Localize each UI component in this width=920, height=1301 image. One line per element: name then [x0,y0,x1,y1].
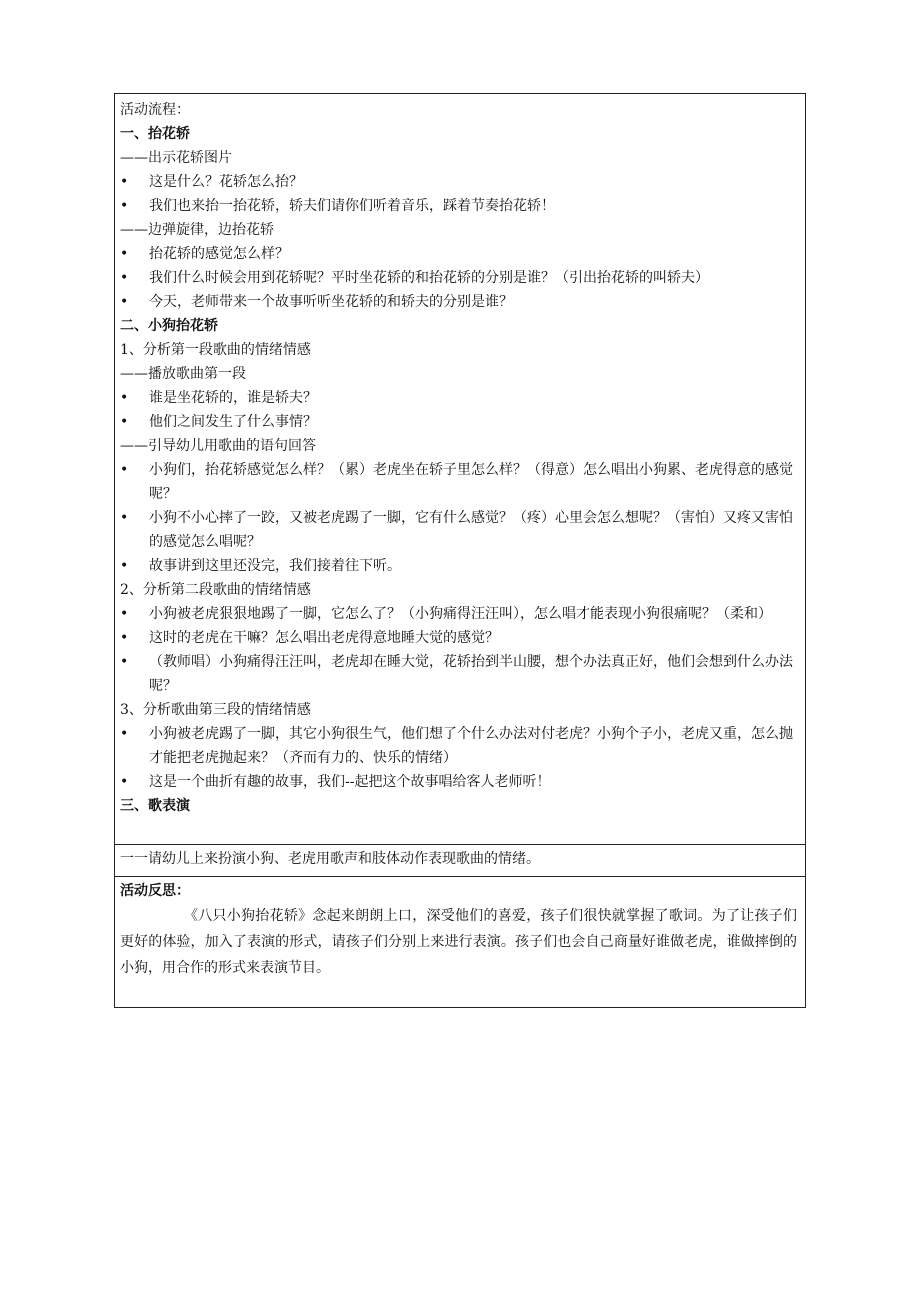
section-2-title: 二、小狗抬花轿 [120,318,218,334]
subsection-title: 1、分析第一段歌曲的情绪情感 [120,342,311,358]
bullet-icon: • [120,726,129,742]
bullet-item: • 小狗们，抬花轿感觉怎么样？（累）老虎坐在轿子里怎么样？（得意）怎么唱出小狗累、老虎得意的感觉呢？ [120,458,799,506]
bullet-icon: • [120,774,129,790]
bullet-icon: • [120,390,129,406]
step-text: ——边弹旋律，边抬花轿 [120,222,274,238]
bullet-item: • 这时的老虎在干嘛？怎么唱出老虎得意地睡大觉的感觉？ [120,626,799,650]
bullet-icon: • [120,510,129,526]
bullet-icon: • [120,414,129,430]
step-text: ——引导幼儿用歌曲的语句回答 [120,438,316,454]
activity-process-cell [115,94,805,845]
bullet-icon: • [120,270,129,286]
bullet-item: • 这是一个曲折有趣的故事，我们--起把这个故事唱给客人老师听！ [120,770,799,794]
bullet-icon: • [120,654,129,670]
performance-text: 一一请幼儿上来扮演小狗、老虎用歌声和肢体动作表现歌曲的情绪。 [120,851,540,867]
section-1-title: 一、抬花轿 [120,126,190,142]
reflection-text: 《八只小狗抬花轿》念起来朗朗上口，深受他们的喜爱，孩子们很快就掌握了歌词。为了让孩子们更好的体验，加入了表演的形式，请孩子们分别上来进行表演。孩子们也会自己商量好谁做老虎，谁做摔倒的小狗，用合作的形式来表演节目。 [120,908,797,976]
bullet-item: • 故事讲到这里还没完，我们接着往下听。 [120,554,799,578]
bullet-item: • 我们也来抬一抬花轿，轿夫们请你们听着音乐，踩着节奏抬花轿！ [120,194,799,218]
bullet-item: • 他们之间发生了什么事情？ [120,410,799,434]
section-3-title: 三、歌表演 [120,798,190,814]
process-title: 活动流程： [120,102,190,118]
bullet-icon: • [120,198,129,214]
bullet-item: • 今天，老师带来一个故事听听坐花轿的和轿夫的分别是谁？ [120,290,799,314]
bullet-item: • 小狗被老虎狠狠地踢了一脚，它怎么了？（小狗痛得汪汪叫），怎么唱才能表现小狗很痛呢？（柔和） [120,602,799,626]
step-text: ——播放歌曲第一段 [120,366,246,382]
subsection-title: 2、分析第二段歌曲的情绪情感 [120,582,311,598]
bullet-icon: • [120,174,129,190]
bullet-item: • 这是什么？花轿怎么抬？ [120,170,799,194]
lesson-plan-table [114,93,806,1008]
bullet-item: • 谁是坐花轿的，谁是轿夫？ [120,386,799,410]
bullet-item: • （教师唱）小狗痛得汪汪叫，老虎却在睡大觉，花轿抬到半山腰，想个办法真正好，他们会想到什么办法呢？ [120,650,799,698]
bullet-icon: • [120,558,129,574]
reflection-cell [115,877,805,1007]
reflection-title: 活动反思： [120,883,190,899]
bullet-icon: • [120,246,129,262]
bullet-icon: • [120,294,129,310]
bullet-item: • 抬花轿的感觉怎么样？ [120,242,799,266]
bullet-icon: • [120,606,129,622]
step-text: ——出示花轿图片 [120,150,232,166]
bullet-item: • 我们什么时候会用到花轿呢？平时坐花轿的和抬花轿的分别是谁？（引出抬花轿的叫轿夫） [120,266,799,290]
bullet-item: • 小狗被老虎踢了一脚，其它小狗很生气，他们想了个什么办法对付老虎？小狗个子小，老虎又重，怎么抛才能把老虎抛起来？（齐而有力的、快乐的情绪） [120,722,799,770]
song-performance-cell [115,845,805,877]
bullet-icon: • [120,630,129,646]
bullet-icon: • [120,462,129,478]
bullet-item: • 小狗不小心摔了一跤，又被老虎踢了一脚，它有什么感觉？（疼）心里会怎么想呢？（害怕）又疼又害怕的感觉怎么唱呢？ [120,506,799,554]
subsection-title: 3、分析歌曲第三段的情绪情感 [120,702,311,718]
